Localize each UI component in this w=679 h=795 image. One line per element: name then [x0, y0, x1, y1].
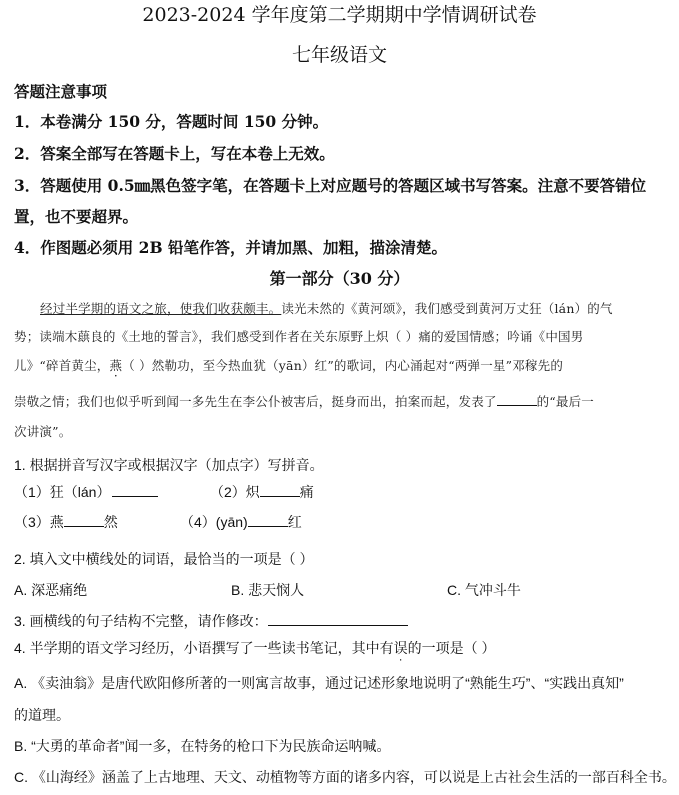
answer-blank[interactable]: [64, 514, 104, 527]
answer-blank[interactable]: [260, 484, 300, 497]
note-item-3-cont: 置，也不要超界。: [14, 207, 139, 226]
q2-option-c: C. 气冲斗牛: [447, 582, 521, 598]
q2-option-a: A. 深恶痛绝: [14, 582, 88, 598]
q4-option-b: B. “大勇的革命者”闻一多，在特务的枪口下为民族命运呐喊。: [14, 738, 391, 754]
q1-stem: 1. 根据拼音写汉字或根据汉字（加点字）写拼音。: [14, 457, 324, 473]
q3-row: [14, 611, 408, 631]
note-item-1: 1．本卷满分 150 分，答题时间 150 分钟。: [14, 112, 329, 131]
passage-line-2: 势；读端木蕻良的《土地的誓言》，我们感受到作者在关东原野上炽（ ）痛的爱国情感；吟诵《中国男: [14, 329, 584, 344]
dotted-char: 误: [393, 640, 408, 656]
exam-title: 2023-2024 学年度第二学期期中学情调研试卷: [142, 4, 537, 26]
passage-underlined-sentence: 经过半学期的语文之旅，使我们收获颇丰。: [40, 301, 282, 316]
q4-stem: [14, 638, 495, 658]
q1-item-2: [210, 482, 314, 502]
q2-stem: 2. 填入文中横线处的词语，最恰当的一项是（ ）: [14, 551, 314, 567]
q1-item-4-label: （4）(yān): [180, 514, 248, 530]
q4-stem-text: 4. 半学期的语文学习经历，小语撰写了一些读书笔记，其中有: [14, 640, 394, 656]
passage-line-4: [14, 392, 594, 410]
q4-option-a-cont: 的道理。: [14, 707, 70, 723]
passage-line-3: [14, 356, 563, 374]
note-item-3: 3．答题使用 0.5㎜黑色签字笔，在答题卡上对应题号的答题区域书写答案。注意不要答错位: [14, 176, 647, 195]
q1-item-3-tail: 然: [103, 514, 118, 530]
section-heading: 第一部分（30 分）: [269, 269, 410, 288]
exam-subject: 七年级语文: [291, 44, 387, 66]
q4-option-a: A. 《卖油翁》是唐代欧阳修所著的一则寓言故事，通过记述形象地说明了“熟能生巧”、“实践出真知”: [14, 675, 624, 691]
passage-text: 崇敬之情；我们也似乎听到闻一多先生在李公仆被害后，挺身而出，拍案而起，发表了: [14, 394, 497, 409]
answer-blank[interactable]: [248, 514, 288, 527]
note-item-4: 4．作图题必须用 2B 铅笔作答，并请加黑、加粗，描涂清楚。: [14, 238, 447, 257]
answer-blank[interactable]: [112, 484, 158, 497]
q4-stem-text: 的一项是（ ）: [407, 640, 496, 656]
q1-item-1: （1）狂（lán）: [14, 484, 111, 500]
q1-item-2-label: （2）炽: [210, 484, 260, 500]
passage-line-1: [40, 299, 613, 317]
passage-text: （ ）然勒功，至今热血犹（yān）红”的歌词，内心涌起对“两弹一星”邓稼先的: [122, 358, 564, 373]
passage-text: 儿》“碎首黄尘，: [14, 358, 110, 373]
q1-item-3-label: （3）燕: [14, 514, 64, 530]
answer-blank[interactable]: [268, 613, 408, 626]
fill-blank[interactable]: [497, 393, 537, 406]
notes-heading: 答题注意事项: [14, 82, 108, 101]
q1-row-1: [14, 482, 158, 502]
q1-row-2: [14, 512, 118, 532]
q1-item-4: [180, 512, 302, 532]
q1-item-2-tail: 痛: [299, 484, 314, 500]
q2-option-b: B. 悲天悯人: [231, 582, 305, 598]
passage-text: 读光未然的《黄河颂》，我们感受到黄河万丈狂（lán）的气: [281, 301, 613, 316]
note-item-2: 2．答案全部写在答题卡上，写在本卷上无效。: [14, 144, 335, 163]
q4-option-c: C. 《山海经》涵盖了上古地理、天文、动植物等方面的诸多内容，可以说是上古社会生活的一部百科全书。: [14, 769, 676, 785]
q3-stem: 3. 画横线的句子结构不完整，请作修改：: [14, 613, 268, 629]
passage-text: 的“最后一: [536, 394, 594, 409]
q1-item-4-tail: 红: [287, 514, 302, 530]
dotted-char: 燕: [109, 358, 123, 373]
passage-line-5: 次讲演”。: [14, 424, 72, 439]
